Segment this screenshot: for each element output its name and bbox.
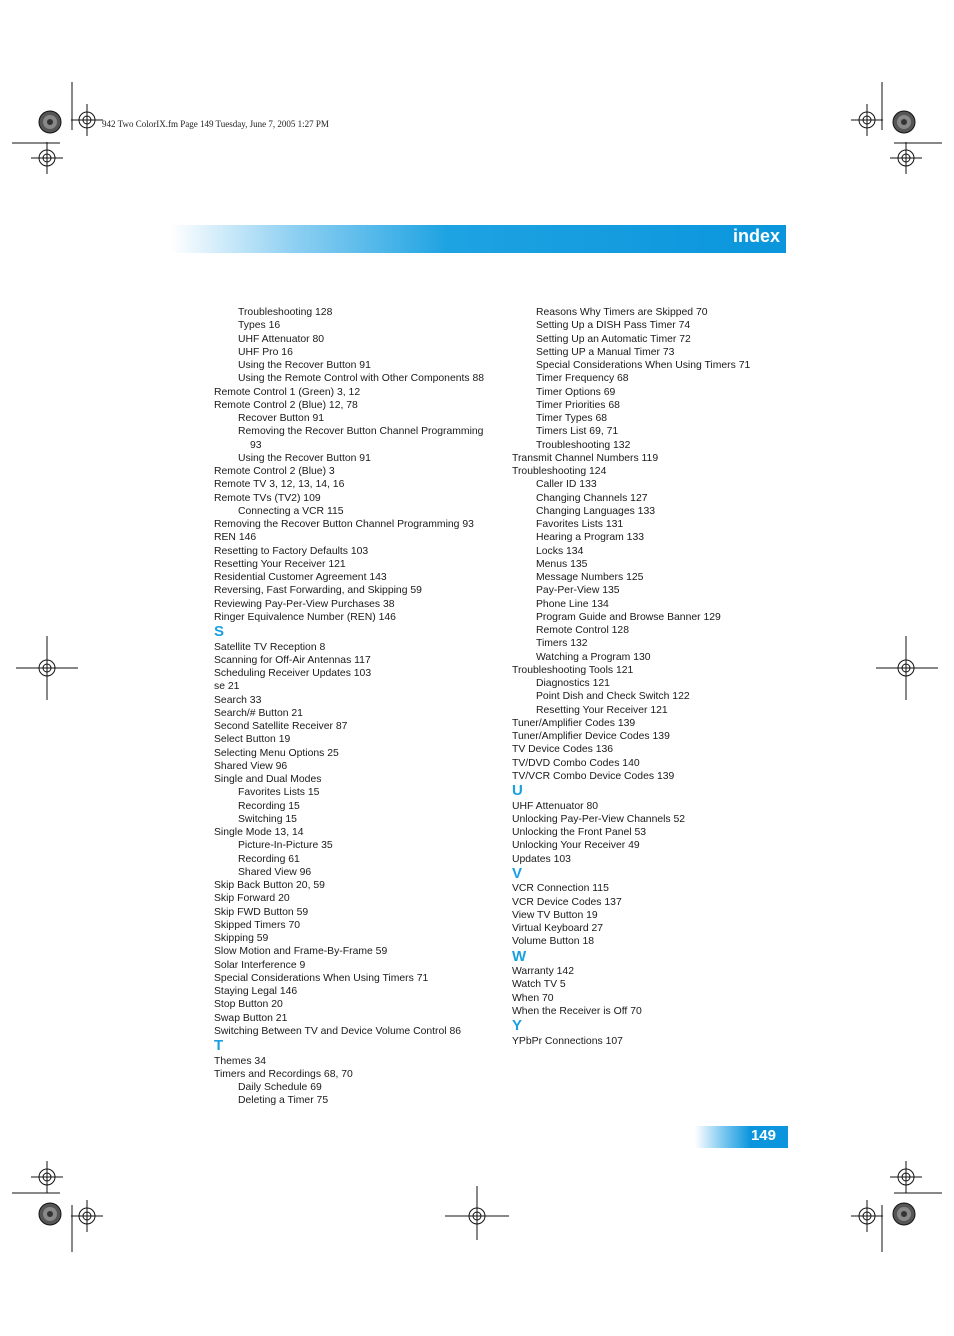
index-subentry: Locks 134: [536, 545, 584, 557]
index-subentry: Message Numbers 125: [536, 572, 644, 583]
index-entry: TV Device Codes 136: [512, 744, 614, 756]
index-subentry: Favorites Lists 131: [536, 519, 624, 530]
index-subentry: Troubleshooting 132: [536, 439, 631, 451]
index-subentry: Changing Channels 127: [536, 492, 648, 504]
index-subentry: Recover Button 91: [238, 413, 325, 424]
index-subentry: Timer Priorities 68: [536, 399, 620, 411]
index-entry: Search 33: [214, 694, 262, 706]
index-letter-heading: U: [512, 782, 523, 799]
index-entry: When 70: [512, 992, 554, 1004]
index-entry: Unlocking Pay-Per-View Channels 52: [512, 813, 686, 825]
index-subentry: Point Dish and Check Switch 122: [536, 691, 690, 703]
index-entry: Resetting to Factory Defaults 103: [214, 545, 369, 557]
index-subentry: Timer Options 69: [536, 386, 616, 398]
index-entry: YPbPr Connections 107: [512, 1035, 623, 1047]
index-entry: Virtual Keyboard 27: [512, 923, 604, 934]
index-entry: Timers and Recordings 68, 70: [214, 1068, 353, 1080]
index-subentry: Picture-In-Picture 35: [238, 840, 333, 852]
index-entry: Volume Button 18: [512, 936, 595, 948]
index-entry: Removing the Recover Button Channel Programming 93: [214, 519, 474, 530]
index-entry: Unlocking the Front Panel 53: [512, 827, 647, 838]
index-entry: Remote Control 1 (Green) 3, 12: [214, 386, 361, 398]
index-subentry: Recording 15: [238, 800, 300, 812]
index-subentry: Timers List 69, 71: [536, 426, 619, 438]
index-letter-heading: W: [512, 947, 527, 965]
index-entry: Selecting Menu Options 25: [214, 747, 339, 759]
index-entry: VCR Connection 115: [512, 883, 609, 895]
index-letter-heading: Y: [512, 1017, 523, 1034]
index-subentry: Troubleshooting 128: [238, 307, 333, 318]
index-entry: Resetting Your Receiver 121: [214, 558, 346, 570]
index-letter-heading: V: [512, 864, 523, 882]
index-entry: Scheduling Receiver Updates 103: [214, 668, 372, 679]
page-title: index: [732, 226, 780, 246]
index-subentry: Special Considerations When Using Timers 71: [536, 360, 751, 371]
index-subentry: Watching a Program 130: [536, 651, 651, 663]
index-entry: Switching Between TV and Device Volume Control 86: [214, 1025, 462, 1037]
index-entry: TV/DVD Combo Codes 140: [512, 757, 640, 769]
index-subentry: Setting Up an Automatic Timer 72: [536, 333, 691, 345]
index-entry: Swap Button 21: [214, 1012, 288, 1024]
index-subentry: Shared View 96: [238, 866, 312, 878]
index-subentry: Timer Types 68: [536, 413, 608, 424]
index-subentry: Menus 135: [536, 558, 588, 570]
index-subentry: Using the Recover Button 91: [238, 360, 371, 371]
index-subentry: Removing the Recover Button Channel Programming: [238, 426, 484, 438]
index-entry: View TV Button 19: [512, 909, 598, 921]
index-letter-heading: S: [214, 623, 225, 640]
index-entry: Tuner/Amplifier Codes 139: [512, 717, 636, 729]
index-entry: Special Considerations When Using Timers 71: [214, 972, 429, 984]
index-entry: Shared View 96: [214, 760, 288, 772]
index-entry: Reviewing Pay-Per-View Purchases 38: [214, 598, 395, 610]
index-subentry: UHF Pro 16: [238, 346, 293, 358]
index-subentry: Timer Frequency 68: [536, 373, 629, 385]
print-slug: 942 Two ColorIX.fm Page 149 Tuesday, June 7, 2005 1:27 PM: [102, 119, 329, 129]
index-subentry: Caller ID 133: [536, 479, 597, 491]
index-subentry: Setting Up a DISH Pass Timer 74: [536, 320, 691, 332]
index-subentry: Types 16: [238, 320, 281, 332]
index-entry: Scanning for Off-Air Antennas 117: [214, 654, 371, 666]
index-subentry: Favorites Lists 15: [238, 787, 320, 799]
index-entry: Single Mode 13, 14: [214, 827, 304, 838]
index-subentry: Program Guide and Browse Banner 129: [536, 611, 721, 623]
index-entry: UHF Attenuator 80: [512, 800, 599, 812]
index-subentry: UHF Attenuator 80: [238, 333, 325, 345]
index-entry: Solar Interference 9: [214, 959, 306, 971]
index-entry: Transmit Channel Numbers 119: [512, 452, 659, 464]
index-entry: Updates 103: [512, 853, 571, 865]
index-subentry: Pay-Per-View 135: [536, 585, 620, 597]
index-entry: Stop Button 20: [214, 999, 283, 1011]
index-subentry: Phone Line 134: [536, 598, 609, 610]
index-subentry: Diagnostics 121: [536, 678, 610, 689]
index-subentry: Resetting Your Receiver 121: [536, 704, 668, 716]
index-subentry: Remote Control 128: [536, 625, 629, 636]
index-subentry: Hearing a Program 133: [536, 532, 645, 544]
index-subentry: Setting UP a Manual Timer 73: [536, 346, 675, 358]
index-letter-heading: T: [214, 1037, 224, 1054]
index-entry: Staying Legal 146: [214, 986, 298, 997]
footer-band: [695, 1126, 788, 1148]
index-entry: Single and Dual Modes: [214, 774, 322, 785]
index-subentry: Daily Schedule 69: [238, 1082, 322, 1093]
index-subentry: Reasons Why Timers are Skipped 70: [536, 307, 708, 318]
index-entry: Unlocking Your Receiver 49: [512, 840, 640, 852]
index-entry: Remote Control 2 (Blue) 3: [214, 466, 335, 477]
index-entry: VCR Device Codes 137: [512, 896, 622, 908]
index-entry: Warranty 142: [512, 966, 574, 977]
index-subentry: Deleting a Timer 75: [238, 1095, 329, 1107]
index-subentry: Using the Remote Control with Other Components 88: [238, 373, 485, 385]
index-column-right: [512, 306, 812, 1048]
index-entry: Skipping 59: [214, 933, 269, 944]
index-entry: Remote TVs (TV2) 109: [214, 492, 321, 504]
index-subentry: Connecting a VCR 115: [238, 505, 344, 517]
index-entry: Remote Control 2 (Blue) 12, 78: [214, 399, 358, 411]
index-subentry: Changing Languages 133: [536, 505, 656, 517]
index-entry: Watch TV 5: [512, 979, 566, 991]
index-entry: REN 146: [214, 532, 257, 544]
index-entry: TV/VCR Combo Device Codes 139: [512, 770, 675, 782]
index-entry: Skip FWD Button 59: [214, 906, 309, 918]
index-entry: When the Receiver is Off 70: [512, 1005, 642, 1017]
index-entry: Troubleshooting Tools 121: [512, 664, 634, 676]
index-entry: Search/# Button 21: [214, 707, 303, 719]
index-subentry: Using the Recover Button 91: [238, 452, 371, 464]
index-entry: Reversing, Fast Forwarding, and Skipping 59: [214, 585, 422, 597]
index-entry: Residential Customer Agreement 143: [214, 572, 387, 583]
index-entry: se 21: [214, 681, 240, 693]
index-entry: Troubleshooting 124: [512, 466, 607, 477]
index-entry: Skip Back Button 20, 59: [214, 880, 325, 891]
header-band: [170, 225, 786, 253]
index-entry: Ringer Equivalence Number (REN) 146: [214, 611, 396, 623]
index-subentry: Timers 132: [536, 638, 588, 650]
index-entry: Remote TV 3, 12, 13, 14, 16: [214, 479, 345, 491]
index-entry: Satellite TV Reception 8: [214, 641, 326, 653]
index-entry: Skip Forward 20: [214, 893, 290, 905]
index-entry: Themes 34: [214, 1055, 266, 1067]
index-subentry: Recording 61: [238, 853, 300, 865]
index-subentry: Switching 15: [238, 813, 297, 825]
index-entry: Select Button 19: [214, 734, 291, 746]
index-column-left: [214, 306, 514, 1108]
index-entry: Tuner/Amplifier Device Codes 139: [512, 731, 670, 742]
index-entry: Skipped Timers 70: [214, 919, 301, 931]
index-entry: Second Satellite Receiver 87: [214, 721, 348, 732]
index-subentry: 93: [250, 439, 262, 451]
page-number: 149: [750, 1127, 776, 1144]
index-entry: Slow Motion and Frame-By-Frame 59: [214, 946, 388, 958]
